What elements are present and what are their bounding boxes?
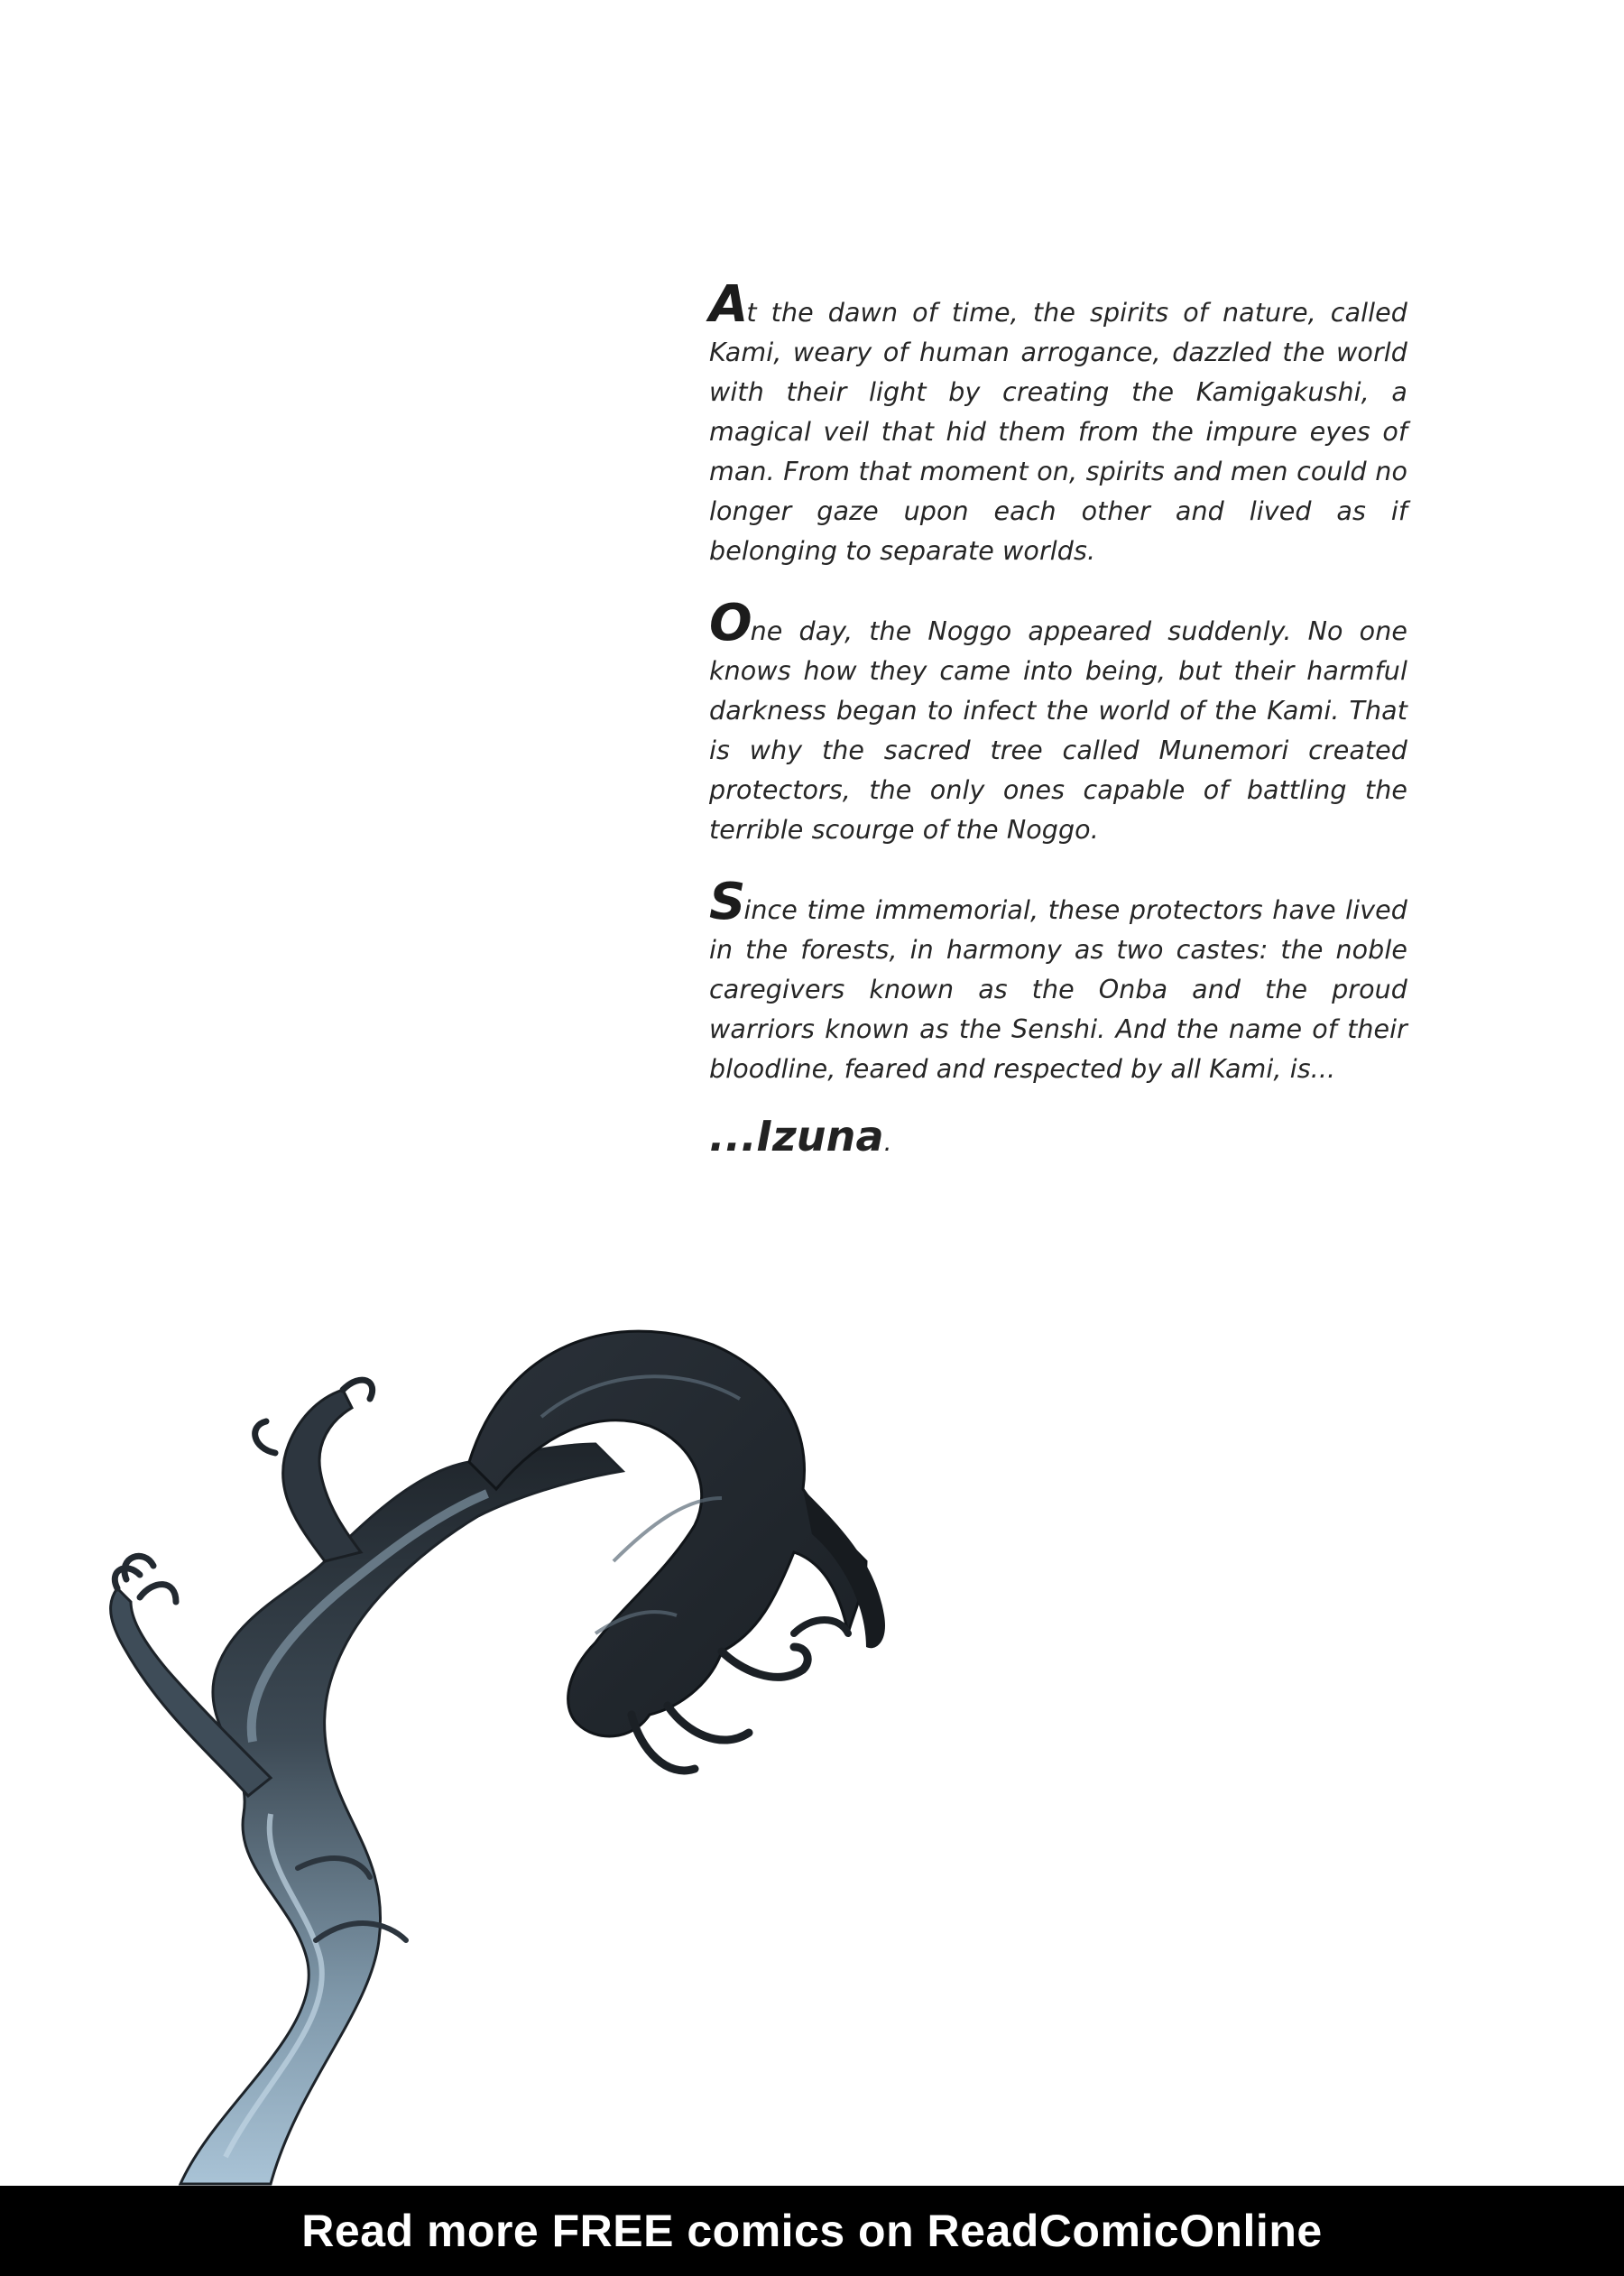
claw	[794, 1620, 848, 1633]
footer-banner[interactable]	[0, 2186, 1624, 2276]
drop-cap-initial: O	[709, 594, 751, 652]
smoke-branch-upper	[283, 1390, 361, 1561]
intro-paragraph-2	[709, 594, 1407, 850]
closing-name: ...Izuna	[709, 1112, 884, 1161]
intro-paragraph-3	[709, 873, 1407, 1089]
spirit-head	[469, 1331, 866, 1736]
paragraph-text: ne day, the Noggo appeared suddenly. No one knows how they came into being, but their harmful darkness began to infect the world of the Kami. That is why the sacred tree called Munemori created protectors, the only ones capable of battling the terrible scourge of the Noggo.	[709, 616, 1407, 845]
footer-link-text[interactable]: Read more FREE comics on ReadComicOnline	[301, 2206, 1323, 2256]
intro-paragraph-1	[709, 275, 1407, 571]
paragraph-text: ince time immemorial, these protectors have lived in the forests, in harmony as two castes: the noble caregivers known as the Onba and the proud warriors known as the Senshi. And the name of their bloodline, feared and respected by all Kami, is...	[709, 895, 1407, 1084]
paragraph-text: t the dawn of time, the spirits of nature, called Kami, weary of human arrogance, dazzled the world with their light by creating the Kamigakushi, a magical veil that hid them from the impure eyes of man. From that moment on, spirits and men could no longer gaze upon each other and lived as if belonging to separate worlds.	[709, 298, 1407, 566]
spirit-creature-illustration	[90, 1291, 956, 2193]
drop-cap-initial: S	[709, 873, 744, 931]
smoke-trunk	[180, 1444, 623, 2184]
closing-period: .	[883, 1127, 892, 1157]
intro-text-block	[709, 275, 1407, 1170]
drop-cap-initial: A	[709, 275, 747, 334]
closing-title	[709, 1109, 1407, 1170]
